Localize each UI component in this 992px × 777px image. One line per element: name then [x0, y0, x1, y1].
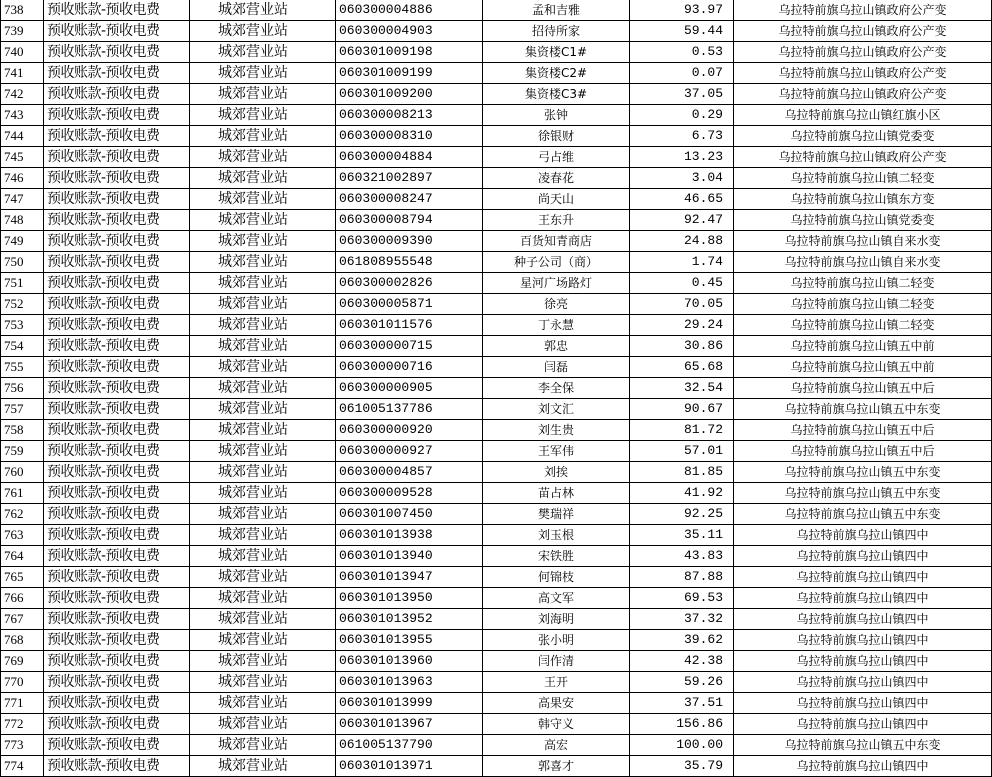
amount-cell: 57.01	[630, 441, 734, 462]
row-number-cell: 741	[1, 63, 44, 84]
customer-account-cell: 060300004886	[336, 0, 483, 21]
address-cell: 乌拉特前旗乌拉山镇政府公产变	[734, 147, 992, 168]
row-number-cell: 746	[1, 168, 44, 189]
account-type-cell: 预收账款-预收电费	[44, 273, 190, 294]
customer-name-cell: 何锦枝	[483, 567, 630, 588]
amount-cell: 13.23	[630, 147, 734, 168]
address-cell: 乌拉特前旗乌拉山镇自来水变	[734, 252, 992, 273]
address-cell: 乌拉特前旗乌拉山镇五中东变	[734, 462, 992, 483]
account-type-cell: 预收账款-预收电费	[44, 147, 190, 168]
address-cell: 乌拉特前旗乌拉山镇党委变	[734, 126, 992, 147]
customer-name-cell: 宋铁胜	[483, 546, 630, 567]
customer-account-cell: 060301013999	[336, 693, 483, 714]
amount-cell: 92.47	[630, 210, 734, 231]
customer-account-cell: 061808955548	[336, 252, 483, 273]
address-cell: 乌拉特前旗乌拉山镇五中东变	[734, 483, 992, 504]
account-type-cell: 预收账款-预收电费	[44, 105, 190, 126]
amount-cell: 46.65	[630, 189, 734, 210]
account-type-cell: 预收账款-预收电费	[44, 378, 190, 399]
row-number-cell: 752	[1, 294, 44, 315]
business-station-cell: 城郊营业站	[190, 525, 336, 546]
account-type-cell: 预收账款-预收电费	[44, 735, 190, 756]
business-station-cell: 城郊营业站	[190, 483, 336, 504]
customer-account-cell: 060300004903	[336, 21, 483, 42]
business-station-cell: 城郊营业站	[190, 105, 336, 126]
account-type-cell: 预收账款-预收电费	[44, 546, 190, 567]
account-type-cell: 预收账款-预收电费	[44, 21, 190, 42]
table-row	[1, 315, 992, 336]
address-cell: 乌拉特前旗乌拉山镇政府公产变	[734, 42, 992, 63]
business-station-cell: 城郊营业站	[190, 462, 336, 483]
address-cell: 乌拉特前旗乌拉山镇政府公产变	[734, 84, 992, 105]
business-station-cell: 城郊营业站	[190, 588, 336, 609]
customer-account-cell: 060301013938	[336, 525, 483, 546]
business-station-cell: 城郊营业站	[190, 546, 336, 567]
amount-cell: 6.73	[630, 126, 734, 147]
address-cell: 乌拉特前旗乌拉山镇四中	[734, 651, 992, 672]
customer-account-cell: 060301013947	[336, 567, 483, 588]
customer-name-cell: 郭忠	[483, 336, 630, 357]
address-cell: 乌拉特前旗乌拉山镇东方变	[734, 189, 992, 210]
account-type-cell: 预收账款-预收电费	[44, 231, 190, 252]
table-row	[1, 378, 992, 399]
customer-name-cell: 招待所家	[483, 21, 630, 42]
row-number-cell: 765	[1, 567, 44, 588]
customer-account-cell: 060301013952	[336, 609, 483, 630]
customer-name-cell: 韩守义	[483, 714, 630, 735]
customer-name-cell: 张小明	[483, 630, 630, 651]
table-row	[1, 714, 992, 735]
account-type-cell: 预收账款-预收电费	[44, 84, 190, 105]
customer-name-cell: 集资楼C2#	[483, 63, 630, 84]
row-number-cell: 743	[1, 105, 44, 126]
business-station-cell: 城郊营业站	[190, 126, 336, 147]
customer-name-cell: 百货知青商店	[483, 231, 630, 252]
amount-cell: 32.54	[630, 378, 734, 399]
customer-account-cell: 060301007450	[336, 504, 483, 525]
customer-account-cell: 060300004884	[336, 147, 483, 168]
row-number-cell: 751	[1, 273, 44, 294]
customer-account-cell: 061005137790	[336, 735, 483, 756]
amount-cell: 39.62	[630, 630, 734, 651]
row-number-cell: 770	[1, 672, 44, 693]
address-cell: 乌拉特前旗乌拉山镇五中东变	[734, 399, 992, 420]
business-station-cell: 城郊营业站	[190, 336, 336, 357]
table-row	[1, 189, 992, 210]
row-number-cell: 755	[1, 357, 44, 378]
table-row	[1, 294, 992, 315]
customer-name-cell: 王军伟	[483, 441, 630, 462]
customer-name-cell: 徐亮	[483, 294, 630, 315]
row-number-cell: 761	[1, 483, 44, 504]
customer-name-cell: 王开	[483, 672, 630, 693]
row-number-cell: 767	[1, 609, 44, 630]
customer-name-cell: 高果安	[483, 693, 630, 714]
row-number-cell: 756	[1, 378, 44, 399]
amount-cell: 42.38	[630, 651, 734, 672]
customer-account-cell: 060300008794	[336, 210, 483, 231]
address-cell: 乌拉特前旗乌拉山镇二轻变	[734, 273, 992, 294]
address-cell: 乌拉特前旗乌拉山镇五中前	[734, 336, 992, 357]
account-type-cell: 预收账款-预收电费	[44, 756, 190, 777]
row-number-cell: 762	[1, 504, 44, 525]
business-station-cell: 城郊营业站	[190, 609, 336, 630]
business-station-cell: 城郊营业站	[190, 378, 336, 399]
business-station-cell: 城郊营业站	[190, 399, 336, 420]
table-row	[1, 525, 992, 546]
customer-name-cell: 丁永慧	[483, 315, 630, 336]
amount-cell: 65.68	[630, 357, 734, 378]
account-type-cell: 预收账款-预收电费	[44, 189, 190, 210]
amount-cell: 0.53	[630, 42, 734, 63]
amount-cell: 81.72	[630, 420, 734, 441]
address-cell: 乌拉特前旗乌拉山镇政府公产变	[734, 21, 992, 42]
amount-cell: 90.67	[630, 399, 734, 420]
row-number-cell: 738	[1, 0, 44, 21]
customer-name-cell: 王东升	[483, 210, 630, 231]
account-type-cell: 预收账款-预收电费	[44, 441, 190, 462]
amount-cell: 100.00	[630, 735, 734, 756]
customer-name-cell: 高宏	[483, 735, 630, 756]
business-station-cell: 城郊营业站	[190, 147, 336, 168]
row-number-cell: 766	[1, 588, 44, 609]
address-cell: 乌拉特前旗乌拉山镇党委变	[734, 210, 992, 231]
amount-cell: 93.97	[630, 0, 734, 21]
customer-account-cell: 060300005871	[336, 294, 483, 315]
customer-account-cell: 060301013963	[336, 672, 483, 693]
customer-account-cell: 060300008247	[336, 189, 483, 210]
table-row	[1, 441, 992, 462]
account-type-cell: 预收账款-预收电费	[44, 651, 190, 672]
customer-account-cell: 060301013940	[336, 546, 483, 567]
business-station-cell: 城郊营业站	[190, 315, 336, 336]
amount-cell: 24.88	[630, 231, 734, 252]
account-type-cell: 预收账款-预收电费	[44, 420, 190, 441]
customer-name-cell: 刘挨	[483, 462, 630, 483]
customer-name-cell: 弓占维	[483, 147, 630, 168]
business-station-cell: 城郊营业站	[190, 189, 336, 210]
address-cell: 乌拉特前旗乌拉山镇二轻变	[734, 168, 992, 189]
account-type-cell: 预收账款-预收电费	[44, 315, 190, 336]
table-row	[1, 693, 992, 714]
address-cell: 乌拉特前旗乌拉山镇二轻变	[734, 315, 992, 336]
row-number-cell: 739	[1, 21, 44, 42]
table-row	[1, 273, 992, 294]
address-cell: 乌拉特前旗乌拉山镇五中东变	[734, 504, 992, 525]
address-cell: 乌拉特前旗乌拉山镇四中	[734, 630, 992, 651]
table-row	[1, 672, 992, 693]
address-cell: 乌拉特前旗乌拉山镇五中后	[734, 420, 992, 441]
business-station-cell: 城郊营业站	[190, 63, 336, 84]
amount-cell: 156.86	[630, 714, 734, 735]
customer-account-cell: 060301013950	[336, 588, 483, 609]
customer-name-cell: 樊瑞祥	[483, 504, 630, 525]
row-number-cell: 754	[1, 336, 44, 357]
business-station-cell: 城郊营业站	[190, 231, 336, 252]
business-station-cell: 城郊营业站	[190, 441, 336, 462]
customer-name-cell: 凌春花	[483, 168, 630, 189]
business-station-cell: 城郊营业站	[190, 693, 336, 714]
customer-account-cell: 060300000715	[336, 336, 483, 357]
table-row	[1, 126, 992, 147]
account-type-cell: 预收账款-预收电费	[44, 714, 190, 735]
row-number-cell: 758	[1, 420, 44, 441]
amount-cell: 87.88	[630, 567, 734, 588]
customer-account-cell: 060300000920	[336, 420, 483, 441]
address-cell: 乌拉特前旗乌拉山镇四中	[734, 609, 992, 630]
customer-account-cell: 060300000905	[336, 378, 483, 399]
customer-name-cell: 张钟	[483, 105, 630, 126]
customer-name-cell: 徐银财	[483, 126, 630, 147]
customer-account-cell: 060300008310	[336, 126, 483, 147]
amount-cell: 92.25	[630, 504, 734, 525]
account-type-cell: 预收账款-预收电费	[44, 567, 190, 588]
business-station-cell: 城郊营业站	[190, 357, 336, 378]
amount-cell: 70.05	[630, 294, 734, 315]
customer-account-cell: 060300009528	[336, 483, 483, 504]
account-type-cell: 预收账款-预收电费	[44, 693, 190, 714]
account-type-cell: 预收账款-预收电费	[44, 399, 190, 420]
table-row	[1, 588, 992, 609]
row-number-cell: 764	[1, 546, 44, 567]
address-cell: 乌拉特前旗乌拉山镇五中后	[734, 378, 992, 399]
account-type-cell: 预收账款-预收电费	[44, 630, 190, 651]
table-row	[1, 42, 992, 63]
customer-name-cell: 孟和吉雅	[483, 0, 630, 21]
account-type-cell: 预收账款-预收电费	[44, 168, 190, 189]
table-row	[1, 399, 992, 420]
customer-account-cell: 060301013967	[336, 714, 483, 735]
business-station-cell: 城郊营业站	[190, 168, 336, 189]
customer-account-cell: 060301009199	[336, 63, 483, 84]
amount-cell: 81.85	[630, 462, 734, 483]
amount-cell: 37.05	[630, 84, 734, 105]
table-row	[1, 483, 992, 504]
amount-cell: 35.79	[630, 756, 734, 777]
table-row	[1, 84, 992, 105]
table-row	[1, 567, 992, 588]
customer-account-cell: 060300002826	[336, 273, 483, 294]
row-number-cell: 740	[1, 42, 44, 63]
business-station-cell: 城郊营业站	[190, 294, 336, 315]
account-type-cell: 预收账款-预收电费	[44, 294, 190, 315]
table-row	[1, 168, 992, 189]
customer-name-cell: 集资楼C1#	[483, 42, 630, 63]
customer-name-cell: 李全保	[483, 378, 630, 399]
customer-account-cell: 060300004857	[336, 462, 483, 483]
account-type-cell: 预收账款-预收电费	[44, 210, 190, 231]
customer-name-cell: 郭喜才	[483, 756, 630, 777]
row-number-cell: 772	[1, 714, 44, 735]
table-row	[1, 756, 992, 777]
address-cell: 乌拉特前旗乌拉山镇四中	[734, 672, 992, 693]
row-number-cell: 748	[1, 210, 44, 231]
customer-account-cell: 061005137786	[336, 399, 483, 420]
address-cell: 乌拉特前旗乌拉山镇四中	[734, 567, 992, 588]
address-cell: 乌拉特前旗乌拉山镇四中	[734, 714, 992, 735]
row-number-cell: 757	[1, 399, 44, 420]
customer-account-cell: 060300000927	[336, 441, 483, 462]
table-row	[1, 735, 992, 756]
table-row	[1, 0, 992, 21]
address-cell: 乌拉特前旗乌拉山镇四中	[734, 525, 992, 546]
address-cell: 乌拉特前旗乌拉山镇二轻变	[734, 294, 992, 315]
amount-cell: 29.24	[630, 315, 734, 336]
business-station-cell: 城郊营业站	[190, 21, 336, 42]
customer-name-cell: 星河广场路灯	[483, 273, 630, 294]
address-cell: 乌拉特前旗乌拉山镇四中	[734, 588, 992, 609]
customer-name-cell: 高文军	[483, 588, 630, 609]
customer-account-cell: 060301013955	[336, 630, 483, 651]
table-row	[1, 336, 992, 357]
business-station-cell: 城郊营业站	[190, 84, 336, 105]
row-number-cell: 768	[1, 630, 44, 651]
customer-name-cell: 集资楼C3#	[483, 84, 630, 105]
account-type-cell: 预收账款-预收电费	[44, 483, 190, 504]
account-type-cell: 预收账款-预收电费	[44, 588, 190, 609]
row-number-cell: 763	[1, 525, 44, 546]
customer-account-cell: 060301013960	[336, 651, 483, 672]
business-station-cell: 城郊营业站	[190, 735, 336, 756]
customer-name-cell: 苗占林	[483, 483, 630, 504]
account-type-cell: 预收账款-预收电费	[44, 462, 190, 483]
account-type-cell: 预收账款-预收电费	[44, 63, 190, 84]
amount-cell: 3.04	[630, 168, 734, 189]
account-type-cell: 预收账款-预收电费	[44, 504, 190, 525]
row-number-cell: 771	[1, 693, 44, 714]
customer-name-cell: 种子公司（商）	[483, 252, 630, 273]
customer-name-cell: 刘生贵	[483, 420, 630, 441]
account-type-cell: 预收账款-预收电费	[44, 525, 190, 546]
customer-account-cell: 060300000716	[336, 357, 483, 378]
customer-name-cell: 闫作清	[483, 651, 630, 672]
amount-cell: 43.83	[630, 546, 734, 567]
table-row	[1, 651, 992, 672]
table-row	[1, 105, 992, 126]
address-cell: 乌拉特前旗乌拉山镇政府公产变	[734, 63, 992, 84]
table-body	[1, 0, 992, 777]
account-type-cell: 预收账款-预收电费	[44, 0, 190, 21]
customer-name-cell: 刘文汇	[483, 399, 630, 420]
business-station-cell: 城郊营业站	[190, 714, 336, 735]
customer-account-cell: 060301009200	[336, 84, 483, 105]
account-type-cell: 预收账款-预收电费	[44, 126, 190, 147]
row-number-cell: 760	[1, 462, 44, 483]
address-cell: 乌拉特前旗乌拉山镇五中前	[734, 357, 992, 378]
table-row	[1, 630, 992, 651]
customer-name-cell: 尚天山	[483, 189, 630, 210]
customer-account-cell: 060321002897	[336, 168, 483, 189]
amount-cell: 1.74	[630, 252, 734, 273]
customer-name-cell: 刘玉根	[483, 525, 630, 546]
business-station-cell: 城郊营业站	[190, 504, 336, 525]
business-station-cell: 城郊营业站	[190, 567, 336, 588]
row-number-cell: 749	[1, 231, 44, 252]
account-type-cell: 预收账款-预收电费	[44, 672, 190, 693]
row-number-cell: 753	[1, 315, 44, 336]
amount-cell: 0.07	[630, 63, 734, 84]
row-number-cell: 759	[1, 441, 44, 462]
account-type-cell: 预收账款-预收电费	[44, 42, 190, 63]
business-station-cell: 城郊营业站	[190, 672, 336, 693]
amount-cell: 0.45	[630, 273, 734, 294]
account-type-cell: 预收账款-预收电费	[44, 336, 190, 357]
business-station-cell: 城郊营业站	[190, 42, 336, 63]
account-type-cell: 预收账款-预收电费	[44, 357, 190, 378]
amount-cell: 41.92	[630, 483, 734, 504]
account-type-cell: 预收账款-预收电费	[44, 609, 190, 630]
account-type-cell: 预收账款-预收电费	[44, 252, 190, 273]
address-cell: 乌拉特前旗乌拉山镇四中	[734, 756, 992, 777]
business-station-cell: 城郊营业站	[190, 651, 336, 672]
customer-account-cell: 060300009390	[336, 231, 483, 252]
business-station-cell: 城郊营业站	[190, 273, 336, 294]
table-row	[1, 21, 992, 42]
table-row	[1, 462, 992, 483]
business-station-cell: 城郊营业站	[190, 420, 336, 441]
row-number-cell: 747	[1, 189, 44, 210]
table-row	[1, 252, 992, 273]
row-number-cell: 774	[1, 756, 44, 777]
row-number-cell: 742	[1, 84, 44, 105]
address-cell: 乌拉特前旗乌拉山镇五中东变	[734, 735, 992, 756]
row-number-cell: 744	[1, 126, 44, 147]
table-row	[1, 357, 992, 378]
customer-name-cell: 闫磊	[483, 357, 630, 378]
customer-account-cell: 060301011576	[336, 315, 483, 336]
amount-cell: 30.86	[630, 336, 734, 357]
address-cell: 乌拉特前旗乌拉山镇红旗小区	[734, 105, 992, 126]
customer-account-cell: 060301013971	[336, 756, 483, 777]
row-number-cell: 745	[1, 147, 44, 168]
amount-cell: 59.26	[630, 672, 734, 693]
customer-account-cell: 060301009198	[336, 42, 483, 63]
table-row	[1, 63, 992, 84]
address-cell: 乌拉特前旗乌拉山镇五中后	[734, 441, 992, 462]
table-row	[1, 609, 992, 630]
amount-cell: 59.44	[630, 21, 734, 42]
table-row	[1, 420, 992, 441]
table-row	[1, 210, 992, 231]
amount-cell: 37.51	[630, 693, 734, 714]
table-row	[1, 546, 992, 567]
customer-account-cell: 060300008213	[336, 105, 483, 126]
business-station-cell: 城郊营业站	[190, 0, 336, 21]
business-station-cell: 城郊营业站	[190, 210, 336, 231]
amount-cell: 37.32	[630, 609, 734, 630]
amount-cell: 69.53	[630, 588, 734, 609]
table-row	[1, 231, 992, 252]
address-cell: 乌拉特前旗乌拉山镇四中	[734, 693, 992, 714]
table-row	[1, 504, 992, 525]
business-station-cell: 城郊营业站	[190, 252, 336, 273]
address-cell: 乌拉特前旗乌拉山镇四中	[734, 546, 992, 567]
business-station-cell: 城郊营业站	[190, 756, 336, 777]
amount-cell: 0.29	[630, 105, 734, 126]
row-number-cell: 773	[1, 735, 44, 756]
table-row	[1, 147, 992, 168]
address-cell: 乌拉特前旗乌拉山镇自来水变	[734, 231, 992, 252]
address-cell: 乌拉特前旗乌拉山镇政府公产变	[734, 0, 992, 21]
row-number-cell: 750	[1, 252, 44, 273]
business-station-cell: 城郊营业站	[190, 630, 336, 651]
amount-cell: 35.11	[630, 525, 734, 546]
customer-name-cell: 刘海明	[483, 609, 630, 630]
row-number-cell: 769	[1, 651, 44, 672]
